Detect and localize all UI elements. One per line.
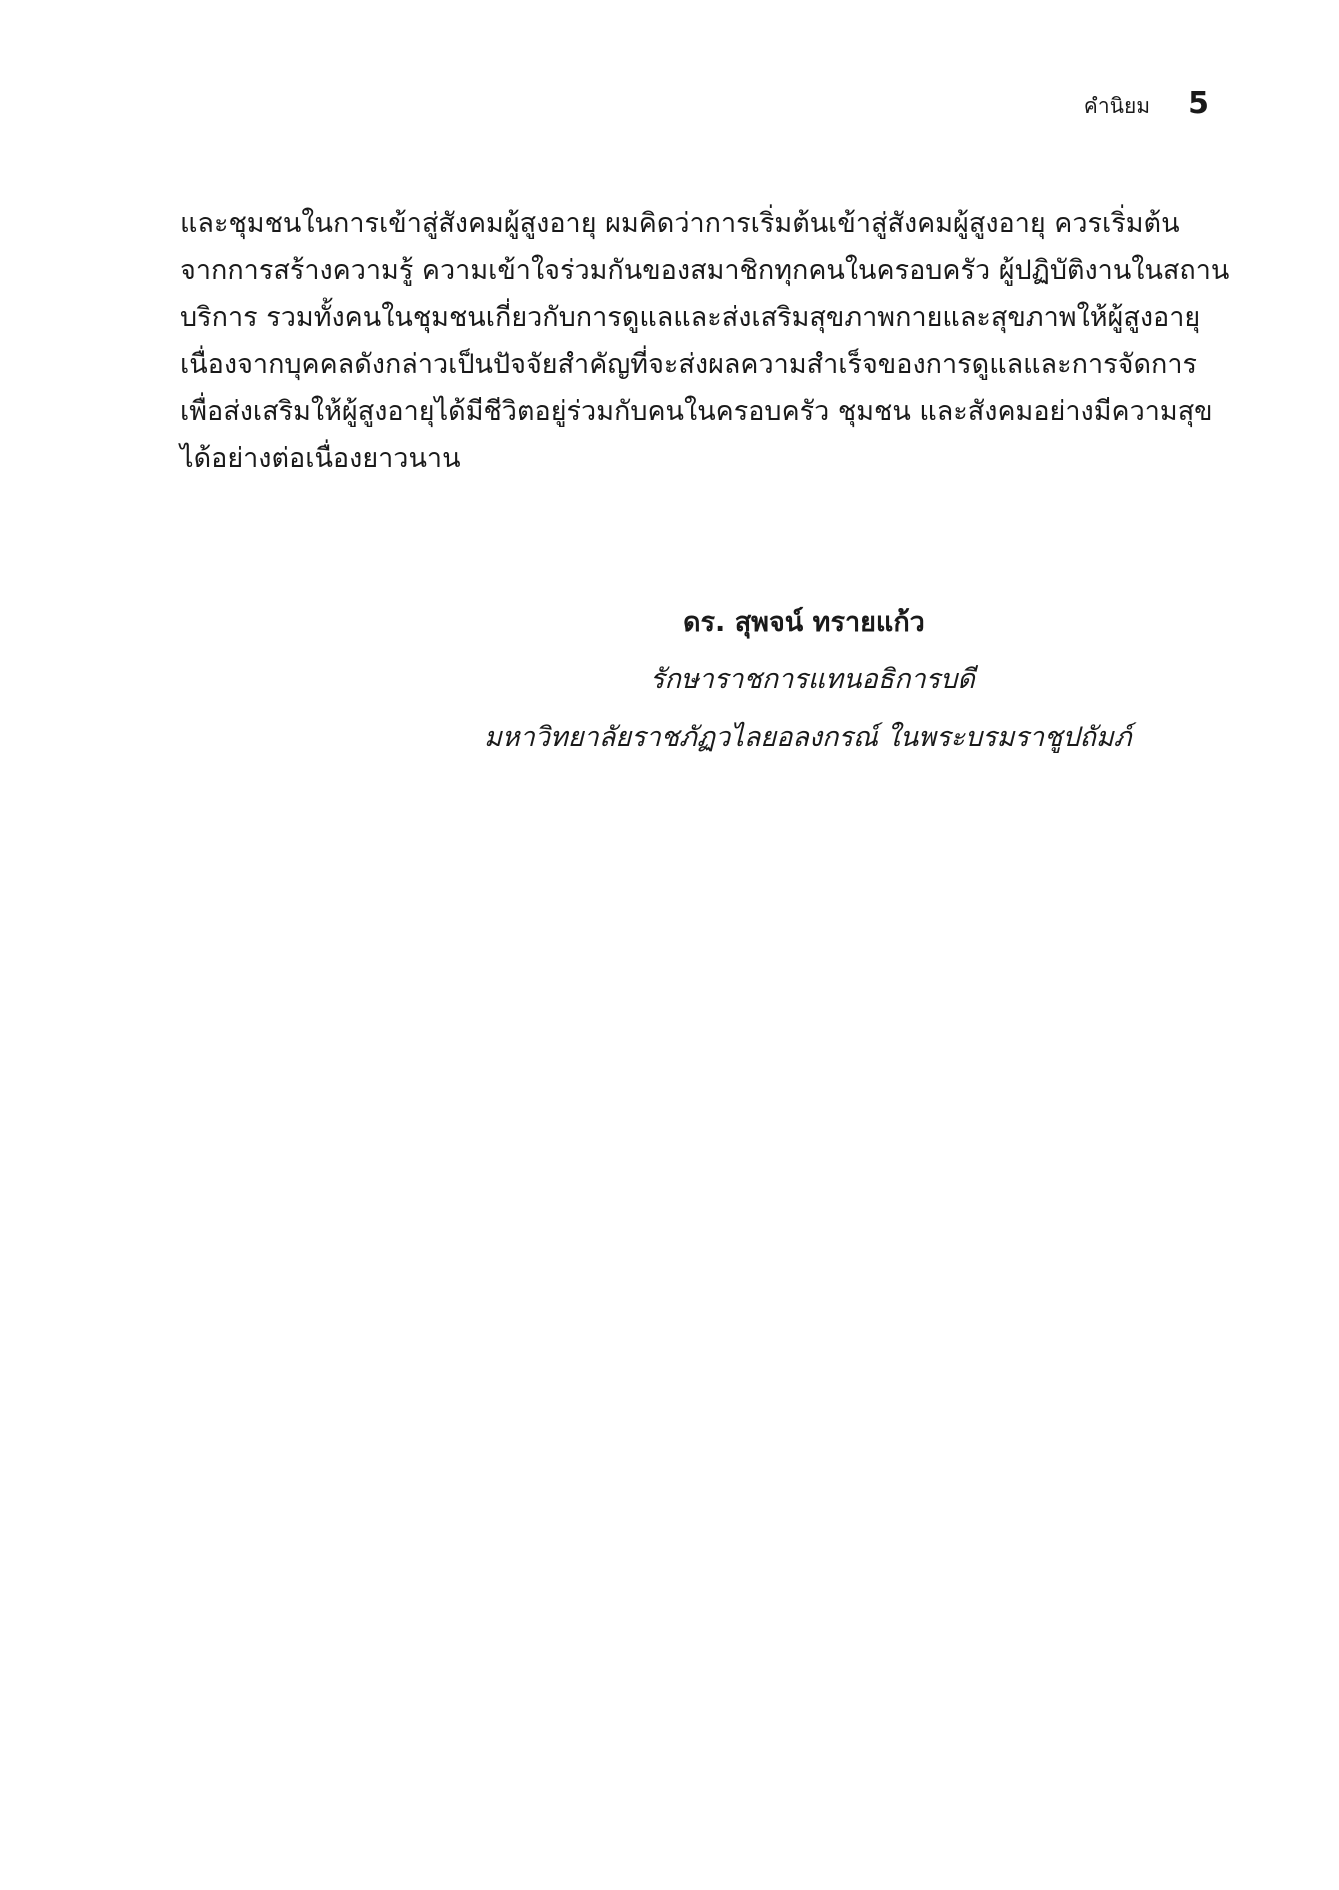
signer-name: ดร. สุพจน์ ทรายแก้ว: [683, 607, 925, 638]
signer-affiliation: มหาวิทยาลัยราชภัฏวไลยอลงกรณ์ ในพระบรมราชูปถัมภ์: [484, 722, 1132, 753]
body-line: ได้อย่างต่อเนื่องยาวนาน: [180, 443, 461, 474]
section-title: คำนิยม: [1083, 94, 1151, 118]
body-paragraph: [180, 200, 1230, 482]
signer-title: รักษาราชการแทนอธิการบดี: [650, 664, 975, 695]
body-line: จากการสร้างความรู้ ความเข้าใจร่วมกันของสมาชิกทุกคนในครอบครัว ผู้ปฏิบัติงานในสถาน: [180, 255, 1230, 286]
page-number: 5: [1188, 86, 1209, 121]
body-line: เพื่อส่งเสริมให้ผู้สูงอายุได้มีชีวิตอยู่ร่วมกับคนในครอบครัว ชุมชน และสังคมอย่างมีความสุข: [180, 396, 1213, 427]
body-line: เนื่องจากบุคคลดังกล่าวเป็นปัจจัยสำคัญที่จะส่งผลความสำเร็จของการดูแลและการจัดการ: [180, 349, 1197, 380]
page-header: [1084, 86, 1209, 123]
body-line: บริการ รวมทั้งคนในชุมชนเกี่ยวกับการดูแลและส่งเสริมสุขภาพกายและสุขภาพให้ผู้สูงอายุ: [180, 302, 1201, 333]
body-line: และชุมชนในการเข้าสู่สังคมผู้สูงอายุ ผมคิดว่าการเริ่มต้นเข้าสู่สังคมผู้สูงอายุ ควรเริ่มต้น: [180, 208, 1180, 239]
